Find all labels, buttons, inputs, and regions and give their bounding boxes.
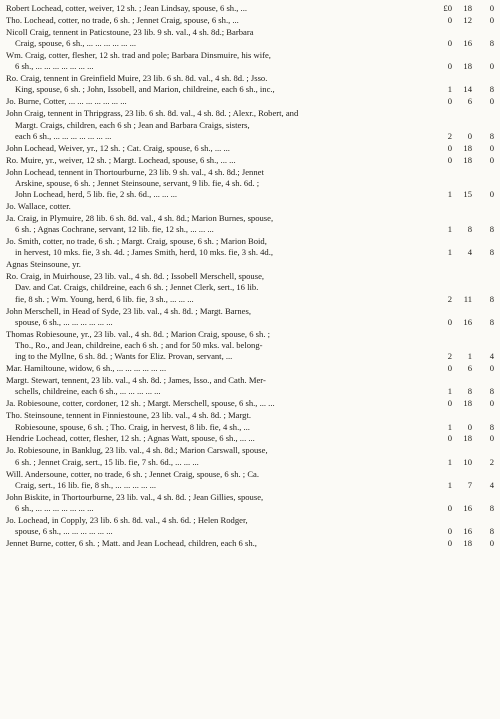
ledger-entry — [6, 515, 496, 538]
ledger-entry — [6, 363, 496, 374]
amount-pounds: 0 — [447, 38, 452, 49]
entry-text: Mar. Hamiltoune, widow, 6 sh., ... ... ... ... ... ... — [6, 363, 167, 374]
entry-amount — [434, 84, 496, 95]
ledger-entry — [6, 167, 496, 201]
amount-pounds: 0 — [447, 363, 452, 374]
ledger-entry — [6, 538, 496, 549]
entry-text: Jo. Smith, cotter, no trade, 6 sh. ; Margt. Craig, spouse, 6 sh. ; Marion Boid, — [6, 236, 267, 247]
amount-pounds: £0 — [443, 3, 452, 13]
entry-text: Margt. Stewart, tennent, 23 lib. val., 4 sh. 8d. ; James, Isso., and Cath. Mer- — [6, 375, 266, 386]
entry-amount — [434, 224, 496, 235]
amount-pounds: 0 — [447, 316, 452, 327]
amount-pence: 0 — [489, 538, 494, 549]
amount-pounds: 1 — [447, 224, 452, 235]
amount-pence: 8 — [489, 503, 494, 514]
amount-shillings: 18 — [463, 538, 472, 549]
entry-text-continued: fie, 8 sh. ; Wm. Young, herd, 6 lib. fie, 3 sh., ... ... ... — [15, 293, 194, 304]
ledger-entry — [6, 3, 496, 14]
amount-shillings: 7 — [467, 479, 472, 490]
entry-text: Wm. Craig, cotter, flesher, 12 sh. trad and pole; Barbara Dinsmuire, his wife, — [6, 49, 271, 60]
amount-shillings: 14 — [463, 84, 472, 95]
amount-shillings: 16 — [463, 503, 472, 514]
amount-pence: 0 — [489, 154, 494, 165]
amount-pence: 8 — [489, 224, 494, 235]
entry-amount — [434, 189, 496, 200]
amount-pence: 4 — [489, 479, 494, 490]
entry-text-continued: 6 sh. ; Jennet Craig, sert., 15 lib. fie, 7 sh. 6d., ... ... ... — [15, 456, 199, 467]
entry-text: Thomas Robiesoune, yr., 23 lib. val., 4 sh. 8d. ; Marion Craig, spouse, 6 sh. ; — [6, 328, 271, 339]
entry-amount — [434, 363, 496, 374]
entry-text: Robert Lochead, cotter, weiver, 12 sh. ; Jean Lindsay, spouse, 6 sh., ... — [6, 3, 247, 13]
amount-pounds: 1 — [447, 421, 452, 432]
amount-pounds: 0 — [447, 61, 452, 72]
amount-pounds: 1 — [447, 247, 452, 258]
entry-text-continued: Craig, sert., 16 lib. fie, 8 sh., ... ... ... ... ... — [15, 479, 157, 490]
amount-shillings: 6 — [467, 96, 472, 107]
ledger-entry — [6, 213, 496, 236]
entry-text: John Merschell, in Head of Syde, 23 lib. val., 4 sh. 8d. ; Margt. Barnes, — [6, 305, 251, 316]
entry-text-continued: Margt. Craigs, children, each 6 sh ; Jean and Barbara Craigs, sisters, — [15, 119, 250, 130]
entry-text-continued: Robiesoune, spouse, 6 sh. ; Tho. Craig, in hervest, 8 lib. fie, 4 sh., ... — [15, 421, 250, 432]
entry-text: Ro. Muire, yr., weiver, 12 sh. ; Margt. Lochead, spouse, 6 sh., ... ... — [6, 154, 236, 165]
entry-amount — [434, 317, 496, 328]
entry-amount — [434, 3, 496, 14]
entry-text-continued: each 6 sh., ... ... ... ... ... ... ... — [15, 130, 112, 141]
ledger-entry — [6, 306, 496, 329]
amount-shillings: 6 — [467, 363, 472, 374]
entry-text-continued: spouse, 6 sh., ... ... ... ... ... ... — [15, 526, 113, 537]
ledger-entry — [6, 259, 496, 270]
amount-pence: 8 — [489, 293, 494, 304]
amount-pounds: 0 — [447, 96, 452, 107]
amount-pence: 0 — [489, 61, 494, 72]
ledger-entry — [6, 201, 496, 212]
entry-amount — [434, 294, 496, 305]
amount-pence: 0 — [489, 398, 494, 409]
entry-amount — [434, 526, 496, 537]
entry-amount — [434, 433, 496, 444]
ledger-entry — [6, 410, 496, 433]
amount-shillings: 18 — [463, 142, 472, 153]
amount-shillings: 18 — [463, 433, 472, 444]
entry-amount — [434, 422, 496, 433]
entry-text: John Craig, tennent in Thripgrass, 23 lib. 6 sh. 8d. val., 4 sh. 8d. ; Alexr., Robert, and — [6, 108, 299, 119]
amount-pence: 0 — [489, 433, 494, 444]
amount-pence: 4 — [489, 351, 494, 362]
entry-text: Ja. Craig, in Plymuire, 28 lib. 6 sh. 8d. val., 4 sh. 8d.; Marion Burnes, spouse, — [6, 212, 274, 223]
entry-text: Will. Andersoune, cotter, no trade, 6 sh. ; Jennet Craig, spouse, 6 sh. ; Ca. — [6, 468, 260, 479]
amount-shillings: 8 — [467, 386, 472, 397]
amount-shillings: 8 — [467, 224, 472, 235]
entry-amount — [434, 247, 496, 258]
entry-text: Tho. Lochead, cotter, no trade, 6 sh. ; Jennet Craig, spouse, 6 sh., ... — [6, 14, 239, 25]
ledger-entry — [6, 329, 496, 363]
entry-text: John Lochead, Weiver, yr., 12 sh. ; Cat. Craig, spouse, 6 sh., ... ... — [6, 142, 230, 153]
amount-pounds: 0 — [447, 154, 452, 165]
amount-shillings: 0 — [467, 130, 472, 141]
amount-pence: 8 — [489, 84, 494, 95]
amount-pence: 0 — [489, 189, 494, 200]
entry-text: Jo. Burne, Cotter, ... ... ... ... ... ... ... — [6, 96, 127, 107]
amount-pounds: 0 — [447, 526, 452, 537]
ledger-entry — [6, 50, 496, 73]
entry-text: Jo. Wallace, cotter. — [6, 200, 71, 211]
amount-shillings: 10 — [463, 456, 472, 467]
entry-text-continued: spouse, 6 sh., ... ... ... ... ... ... — [15, 316, 113, 327]
ledger-entry — [6, 469, 496, 492]
ledger-entry — [6, 445, 496, 468]
entry-amount — [434, 457, 496, 468]
amount-pounds: 0 — [447, 433, 452, 444]
amount-pence: 0 — [489, 3, 494, 13]
ledger-entry — [6, 15, 496, 26]
entry-text-continued: 6 sh., ... ... ... ... ... ... ... — [15, 503, 94, 514]
entry-text-continued: Arskine, spouse, 6 sh. ; Jennet Steinsoune, servant, 9 lib. fie, 4 sh. 6d. ; — [15, 177, 260, 188]
entry-text-continued: Dav. and Cat. Craigs, childreine, each 6 sh. ; Jennet Clerk, sert., 16 lib. — [15, 282, 259, 293]
amount-pence: 0 — [489, 142, 494, 153]
amount-pence: 8 — [489, 247, 494, 258]
ledger-entry — [6, 433, 496, 444]
entry-text: Ja. Robiesoune, cotter, cordoner, 12 sh. ; Margt. Merschell, spouse, 6 sh., ... ... — [6, 398, 275, 409]
ledger-entry — [6, 73, 496, 96]
amount-pence: 0 — [489, 96, 494, 107]
entry-text: Ro. Craig, in Muirhouse, 23 lib. val., 4 sh. 8d. ; Issobell Merschell, spouse, — [6, 271, 265, 282]
amount-pence: 0 — [489, 14, 494, 25]
amount-shillings: 18 — [463, 3, 472, 13]
amount-pounds: 2 — [447, 351, 452, 362]
ledger-entry — [6, 236, 496, 259]
ledger-entry — [6, 108, 496, 142]
entry-text: Hendrie Lochead, cotter, flesher, 12 sh. ; Agnas Watt, spouse, 6 sh., ... ... — [6, 433, 255, 444]
amount-pounds: 2 — [447, 293, 452, 304]
amount-shillings: 16 — [463, 526, 472, 537]
amount-shillings: 12 — [463, 14, 472, 25]
amount-pence: 2 — [489, 456, 494, 467]
amount-pounds: 0 — [447, 503, 452, 514]
entry-text: Ro. Craig, tennent in Greinfield Muire, 23 lib. 6 sh. 8d. val., 4 sh. 8d. ; Jsso. — [6, 73, 268, 84]
amount-shillings: 18 — [463, 398, 472, 409]
amount-pence: 0 — [489, 363, 494, 374]
amount-pence: 8 — [489, 421, 494, 432]
ledger-entry — [6, 27, 496, 50]
amount-shillings: 18 — [463, 154, 472, 165]
amount-shillings: 16 — [463, 316, 472, 327]
amount-pounds: 2 — [447, 130, 452, 141]
entry-text-continued: in hervest, 10 mks. fie, 3 sh. 4d. ; James Smith, herd, 10 mks. fie, 3 sh. 4d., — [15, 247, 274, 258]
entry-text: Jo. Robiesoune, in Banklug, 23 lib. val., 4 sh. 8d.; Marion Carswall, spouse, — [6, 445, 268, 456]
amount-pence: 8 — [489, 386, 494, 397]
entry-amount — [434, 538, 496, 549]
entry-text-continued: King, spouse, 6 sh. ; John, Issobell, and Marion, childreine, each 6 sh., inc., — [15, 84, 275, 95]
entry-text: Nicoll Craig, tennent in Paticstoune, 23 lib. 9 sh. val., 4 sh. 8d.; Barbara — [6, 26, 254, 37]
amount-pounds: 1 — [447, 189, 452, 200]
amount-pence: 8 — [489, 38, 494, 49]
amount-shillings: 18 — [463, 61, 472, 72]
entry-amount — [434, 15, 496, 26]
entry-amount — [434, 131, 496, 142]
entry-text: John Biskite, in Thortourburne, 23 lib. val., 4 sh. 8d. ; Jean Gillies, spouse, — [6, 491, 264, 502]
amount-pounds: 1 — [447, 386, 452, 397]
entry-amount — [434, 480, 496, 491]
amount-pounds: 0 — [447, 142, 452, 153]
entry-text-continued: Tho., Ro., and Jean, childreine, each 6 sh. ; and for 50 mks. val. belong- — [15, 340, 263, 351]
entry-text: John Lochead, tennent in Thortourburne, 23 lib. 9 sh. val., 4 sh. 8d.; Jennet — [6, 166, 264, 177]
amount-shillings: 1 — [467, 351, 472, 362]
amount-pounds: 0 — [447, 538, 452, 549]
ledger-entry — [6, 375, 496, 398]
amount-shillings: 4 — [467, 247, 472, 258]
entry-text: Tho. Steinsoune, tennent in Finniestoune, 23 lib. val., 4 sh. 8d. ; Margt. — [6, 410, 251, 421]
entry-text-continued: John Lochead, herd, 5 lib. fie, 2 sh. 6d., ... ... ... — [15, 189, 178, 200]
amount-pounds: 1 — [447, 479, 452, 490]
amount-shillings: 15 — [463, 189, 472, 200]
amount-pounds: 1 — [447, 84, 452, 95]
ledger-entry — [6, 492, 496, 515]
entry-amount — [434, 155, 496, 166]
entry-text-continued: 6 sh., ... ... ... ... ... ... ... — [15, 61, 94, 72]
ledger-entry — [6, 398, 496, 409]
entry-text-continued: schells, childreine, each 6 sh., ... ... ... ... ... — [15, 386, 161, 397]
entry-text: Jo. Lochead, in Copply, 23 lib. 6 sh. 8d. val., 4 sh. 6d. ; Helen Rodger, — [6, 514, 248, 525]
entry-text-continued: Craig, spouse, 6 sh., ... ... ... ... ... ... — [15, 38, 137, 49]
entry-amount — [434, 38, 496, 49]
amount-shillings: 11 — [463, 293, 472, 304]
entry-text: Agnas Steinsoune, yr. — [6, 259, 81, 270]
amount-pounds: 1 — [447, 456, 452, 467]
ledger-entry — [6, 155, 496, 166]
entry-amount — [434, 96, 496, 107]
entry-amount — [434, 143, 496, 154]
amount-pounds: 0 — [447, 398, 452, 409]
ledger-entry — [6, 271, 496, 305]
entry-amount — [434, 351, 496, 362]
entry-text-continued: ing to the Myllne, 6 sh. 8d. ; Wants for Eliz. Provan, servant, ... — [15, 351, 233, 362]
amount-pence: 8 — [489, 526, 494, 537]
amount-pence: 8 — [489, 316, 494, 327]
ledger-entry — [6, 143, 496, 154]
amount-shillings: 16 — [463, 38, 472, 49]
ledger-entry — [6, 96, 496, 107]
entry-amount — [434, 61, 496, 72]
amount-pounds: 0 — [447, 14, 452, 25]
entry-amount — [434, 398, 496, 409]
entry-text: Jennet Burne, cotter, 6 sh. ; Matt. and Jean Lochead, children, each 6 sh., — [6, 538, 257, 549]
amount-shillings: 0 — [467, 421, 472, 432]
entry-amount — [434, 503, 496, 514]
entry-text-continued: 6 sh. ; Agnas Cochrane, servant, 12 lib. fie, 12 sh., ... ... ... — [15, 224, 214, 235]
amount-pence: 8 — [489, 130, 494, 141]
entry-amount — [434, 386, 496, 397]
